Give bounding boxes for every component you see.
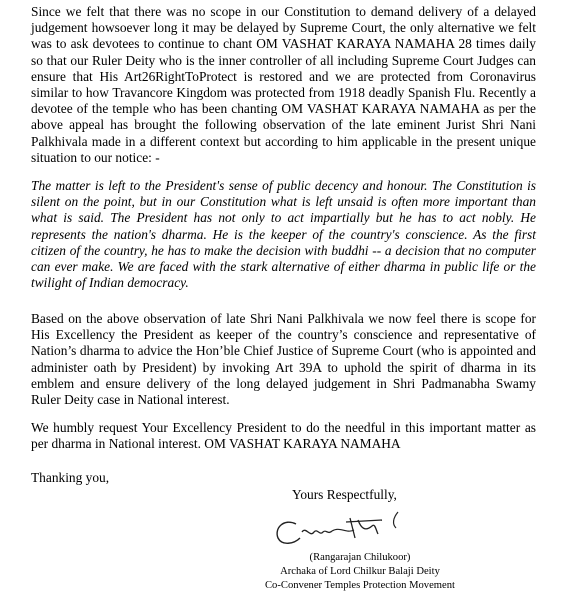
handwritten-signature [262,508,422,554]
paragraph-context: Since we felt that there was no scope in our Constitution to demand delivery of a delayed judgement howsoever long it may be delayed by Supreme Court, the only alternative we felt was to ask devotees to continue to chant OM VASHAT KARAYA NAMAHA 28 times daily so that our Ruler Deity who is the inner controller of all including Supreme Court Judges can ensure that His Art26RightToProtect is restored and we are protected from Coronavirus similar to how Travancore Kingdom was protected from 1918 deadly Spanish Flu. Recently a devotee of the temple who has been chanting OM VASHAT KARAYA NAMAHA as per the above appeal has brought the following observation of the late eminent Jurist Shri Nani Palkhivala made in a different context but according to him applicable in the present unique situation to our notice: - [31,4,536,165]
signatory-title: Archaka of Lord Chilkur Balaji Deity [280,565,440,577]
signatory-name: (Rangarajan Chilukoor) [309,552,411,563]
sign-off: Yours Respectfully, [292,487,397,502]
closing-thanks: Thanking you, [31,470,110,485]
paragraph-request-basis: Based on the above observation of late Shri Nani Palkhivala we now feel there is scope for His Excellency the President as keeper of the country’s conscience and representative of Nation’s dharma to advice the Hon’ble Chief Justice of Supreme Court (who is appointed and administer oath by President) by invoking Art 39A to uphold the spirit of dharma in its emblem and ensure delivery of the long delayed judgement in Shri Padmanabha Swamy Ruler Deity case in National interest. [31,311,536,408]
palkhivala-quote: The matter is left to the President's sense of public decency and honour. The Constitution is silent on the point, but in our Constitution what is left unsaid is often more important than what is said. The President has not only to act impartially but he has to act nobly. He represents the nation's dharma. He is the keeper of the country's conscience. As the first citizen of the country, he has to make the decision with buddhi -- a decision that no computer can ever make. We are faced with the stark alternative of either dharma in public life or the twilight of Indian democracy. [31,178,536,291]
signatory-organization: Co-Convener Temples Protection Movement [264,579,455,591]
paragraph-humble-request: We humbly request Your Excellency President to do the needful in this important matter as per dharma in National interest. OM VASHAT KARAYA NAMAHA [31,420,536,452]
signatory-block [240,551,480,592]
